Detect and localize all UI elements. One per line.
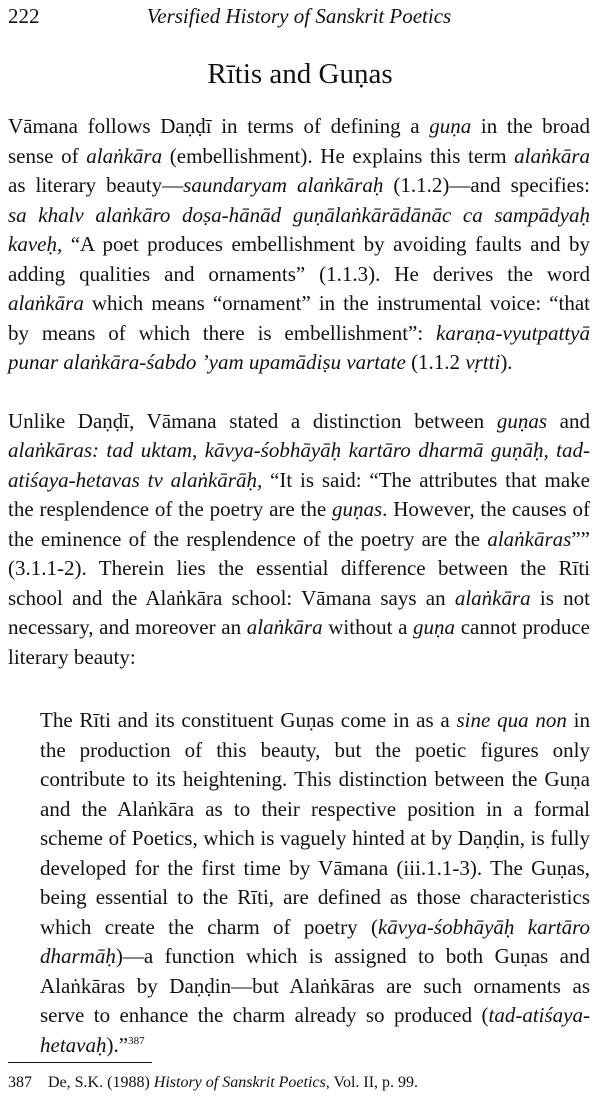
body-text — [8, 112, 590, 1060]
footnote: 387 De, S.K. (1988) History of Sanskrit Poetics, Vol. II, p. 99. — [8, 1074, 419, 1091]
block-quote: The Rīti and its constituent Guṇas come in as a sine qua non in the production of this beauty, but the poetic figures only contribute to its heightening. This distinction between the Guṇa and the Alaṅkāra as to their respective position in a formal scheme of Poetics, which is vaguely hinted at by Daṇḍin, is fully developed for the first time by Vāmana (iii.1.1-3). The Guṇas, being essential to the Rīti, are defined as those characteristics which create the charm of poetry (kāvya-śobhāyāḥ kartāro dharmāḥ)—a function which is assigned to both Guṇas and Alaṅkāras by Daṇḍin—but Alaṅkāras are such ornaments as serve to enhance the charm already so produced (tad-atiśaya-hetavaḥ).”$^{387}$ — [40, 708, 590, 1057]
paragraph-1: Vāmana follows Daṇḍī in terms of defining a guṇa in the broad sense of alaṅkāra (embellishment). He explains this term alaṅkāra as literary beauty—saundaryam alaṅkāraḥ (1.1.2)—and specifies: sa khalv alaṅkāro doṣa-hānād guṇālaṅkārādānāc ca sampādyaḥ kaveḥ, “A poet produces embellishment by avoiding faults and by adding qualities and ornaments” (1.1.3). He derives the word alaṅkāra which means “ornament” in the instrumental voice: “that by means of which there is embellishment”: karaṇa-vyutpattyā punar alaṅkāra-śabdo ’yam upamādiṣu vartate (1.1.2 vṛtti). — [8, 114, 590, 374]
page-number: 222 — [8, 4, 40, 28]
book-title: Versified History of Sanskrit Poetics — [146, 4, 452, 28]
footnote-divider — [8, 1062, 152, 1063]
footnote-marker: 387 — [128, 1034, 145, 1047]
footnote-book-title: History of Sanskrit Poetics, — [153, 1074, 330, 1091]
footnote-number: 387 — [8, 1074, 32, 1091]
paragraph-2: Unlike Daṇḍī, Vāmana stated a distinction between guṇas and alaṅkāras: tad uktam, kāvya-śobhāyāḥ kartāro dharmā guṇāḥ, tad-atiśaya-hetavas tv alaṅkārāḥ, “It is said: “The attributes that make the resplendence of the poetry are the guṇas. However, the causes of the eminence of the resplendence of the poetry are the alaṅkāras”” (3.1.1-2). Therein lies the essential difference between the Rīti school and the Alaṅkāra school: Vāmana says an alaṅkāra is not necessary, and moreover an alaṅkāra without a guṇa cannot produce literary beauty: — [8, 408, 590, 669]
running-header — [8, 2, 590, 30]
section-title: Rītis and Guṇas — [207, 58, 393, 90]
